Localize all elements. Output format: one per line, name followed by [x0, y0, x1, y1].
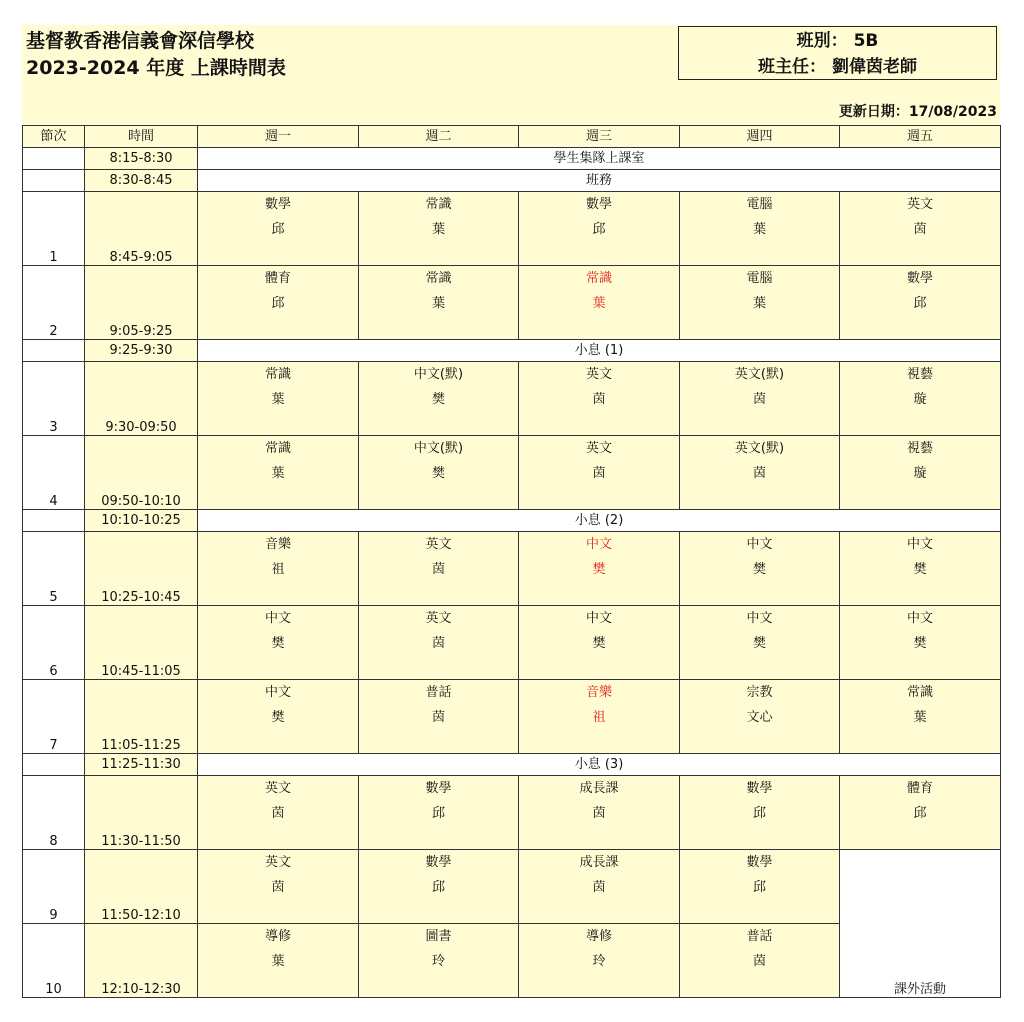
lesson-cell-fri — [840, 436, 1001, 510]
band-period-empty — [23, 170, 85, 192]
subject-name: 視藝 — [906, 367, 933, 382]
subject-name: 普話 — [746, 929, 773, 944]
timetable-title: 2023-2024 年度 上課時間表 — [26, 57, 286, 79]
period-row — [23, 266, 1001, 340]
teacher-line — [679, 56, 996, 78]
band-time: 11:25-11:30 — [85, 754, 198, 776]
col-header-mon: 週一 — [198, 126, 359, 148]
teacher-name: 邱 — [913, 296, 927, 311]
lesson-cell-wed — [519, 606, 680, 680]
subject-name: 英文(默) — [734, 441, 785, 456]
period-number: 8 — [23, 776, 85, 850]
lesson-cell-tue — [359, 680, 519, 754]
subject-name: 體育 — [264, 271, 291, 286]
period-row — [23, 680, 1001, 754]
subject-name: 中文 — [906, 537, 933, 552]
lesson-cell-fri — [840, 192, 1001, 266]
band-time: 10:10-10:25 — [85, 510, 198, 532]
band-period-empty — [23, 510, 85, 532]
subject-name: 中文(默) — [413, 441, 464, 456]
period-row — [23, 192, 1001, 266]
subject-name: 電腦 — [746, 271, 773, 286]
subject-name: 中文 — [746, 537, 773, 552]
teacher-name: 茵 — [752, 392, 766, 407]
teacher-name: 茵 — [592, 466, 606, 481]
lesson-cell-mon — [198, 532, 359, 606]
period-number: 3 — [23, 362, 85, 436]
band-label: 學生集隊上課室 — [198, 148, 1001, 170]
band-period-empty — [23, 148, 85, 170]
lesson-cell-tue — [359, 776, 519, 850]
subject-name: 英文 — [585, 367, 612, 382]
teacher-name: 茵 — [431, 562, 445, 577]
after-school-activity-cell: 課外活動 — [840, 850, 1001, 998]
class-info-box — [678, 26, 997, 80]
period-row — [23, 362, 1001, 436]
teacher-name: 葉 — [271, 466, 285, 481]
lesson-cell-wed — [519, 776, 680, 850]
teacher-name: 邱 — [271, 296, 285, 311]
subject-name: 英文 — [425, 611, 452, 626]
period-row — [23, 436, 1001, 510]
teacher-name: 茵 — [431, 636, 445, 651]
school-name: 基督教香港信義會深信學校 — [26, 30, 255, 52]
subject-name: 導修 — [264, 929, 291, 944]
subject-name: 英文 — [264, 781, 291, 796]
period-time: 11:30-11:50 — [85, 776, 198, 850]
period-time: 10:45-11:05 — [85, 606, 198, 680]
lesson-cell-wed — [519, 192, 680, 266]
band-time: 8:15-8:30 — [85, 148, 198, 170]
col-header-thu: 週四 — [680, 126, 840, 148]
subject-name: 宗教 — [746, 685, 773, 700]
teacher-name: 茵 — [752, 954, 766, 969]
period-time: 11:50-12:10 — [85, 850, 198, 924]
subject-name: 中文 — [746, 611, 773, 626]
lesson-cell-fri — [840, 266, 1001, 340]
timetable — [22, 125, 1001, 998]
teacher-name: 葉 — [431, 296, 445, 311]
teacher-name: 葉 — [431, 222, 445, 237]
teacher-name: 玲 — [431, 954, 445, 969]
subject-name: 中文 — [264, 685, 291, 700]
lesson-cell-tue — [359, 436, 519, 510]
lesson-cell-thu — [680, 532, 840, 606]
subject-name: 電腦 — [746, 197, 773, 212]
teacher-name: 樊 — [431, 392, 445, 407]
lesson-cell-thu — [680, 436, 840, 510]
period-row — [23, 606, 1001, 680]
teacher-name: 樊 — [913, 562, 927, 577]
band-period-empty — [23, 754, 85, 776]
lesson-cell-wed — [519, 532, 680, 606]
lesson-cell-mon — [198, 850, 359, 924]
subject-name: 常識 — [585, 271, 612, 286]
period-time: 8:45-9:05 — [85, 192, 198, 266]
lesson-cell-thu — [680, 776, 840, 850]
period-number: 9 — [23, 850, 85, 924]
lesson-cell-thu — [680, 850, 840, 924]
class-value: 5B — [853, 31, 879, 51]
subject-name: 導修 — [585, 929, 612, 944]
subject-name: 英文 — [906, 197, 933, 212]
band-label: 小息 (1) — [198, 340, 1001, 362]
lesson-cell-mon — [198, 192, 359, 266]
lesson-cell-thu — [680, 924, 840, 998]
subject-name: 常識 — [425, 197, 452, 212]
lesson-cell-fri — [840, 362, 1001, 436]
period-number: 10 — [23, 924, 85, 998]
period-time: 11:05-11:25 — [85, 680, 198, 754]
teacher-name: 茵 — [592, 806, 606, 821]
col-header-time: 時間 — [85, 126, 198, 148]
subject-name: 音樂 — [585, 685, 612, 700]
period-number: 7 — [23, 680, 85, 754]
lesson-cell-thu — [680, 266, 840, 340]
teacher-name: 邱 — [271, 222, 285, 237]
teacher-name: 樊 — [752, 636, 766, 651]
teacher-name: 樊 — [592, 636, 606, 651]
lesson-cell-tue — [359, 266, 519, 340]
subject-name: 中文 — [585, 611, 612, 626]
teacher-name: 邱 — [431, 806, 445, 821]
subject-name: 常識 — [906, 685, 933, 700]
teacher-name: 茵 — [913, 222, 927, 237]
subject-name: 英文(默) — [734, 367, 785, 382]
teacher-name: 祖 — [271, 562, 285, 577]
period-row — [23, 776, 1001, 850]
band-row-recess2 — [23, 510, 1001, 532]
teacher-name: 樊 — [592, 562, 606, 577]
class-line — [679, 30, 996, 52]
subject-name: 數學 — [585, 197, 612, 212]
teacher-name: 邱 — [752, 806, 766, 821]
teacher-label: 班主任： — [758, 57, 827, 77]
timetable-body — [23, 148, 1001, 998]
band-label: 班務 — [198, 170, 1001, 192]
band-time: 9:25-9:30 — [85, 340, 198, 362]
teacher-name: 樊 — [913, 636, 927, 651]
subject-name: 常識 — [264, 441, 291, 456]
lesson-cell-mon — [198, 436, 359, 510]
subject-name: 數學 — [746, 855, 773, 870]
lesson-cell-tue — [359, 850, 519, 924]
lesson-cell-wed — [519, 850, 680, 924]
subject-name: 成長課 — [579, 781, 619, 796]
lesson-cell-fri — [840, 776, 1001, 850]
teacher-name: 玲 — [592, 954, 606, 969]
period-number: 2 — [23, 266, 85, 340]
header-row — [23, 126, 1001, 148]
teacher-name: 樊 — [752, 562, 766, 577]
teacher-name: 葉 — [271, 954, 285, 969]
subject-name: 圖書 — [425, 929, 452, 944]
lesson-cell-wed — [519, 924, 680, 998]
teacher-name: 葉 — [592, 296, 606, 311]
lesson-cell-fri — [840, 606, 1001, 680]
band-row-recess1 — [23, 340, 1001, 362]
lesson-cell-mon — [198, 266, 359, 340]
period-time: 9:05-9:25 — [85, 266, 198, 340]
lesson-cell-thu — [680, 680, 840, 754]
lesson-cell-tue — [359, 192, 519, 266]
period-number: 1 — [23, 192, 85, 266]
subject-name: 數學 — [425, 781, 452, 796]
teacher-value: 劉偉茵老師 — [831, 57, 917, 77]
lesson-cell-fri — [840, 680, 1001, 754]
band-label: 小息 (3) — [198, 754, 1001, 776]
subject-name: 成長課 — [579, 855, 619, 870]
lesson-cell-mon — [198, 924, 359, 998]
band-row-recess3 — [23, 754, 1001, 776]
col-header-tue: 週二 — [359, 126, 519, 148]
lesson-cell-tue — [359, 924, 519, 998]
teacher-name: 茵 — [271, 880, 285, 895]
subject-name: 數學 — [425, 855, 452, 870]
subject-name: 數學 — [746, 781, 773, 796]
lesson-cell-tue — [359, 362, 519, 436]
period-time: 09:50-10:10 — [85, 436, 198, 510]
update-value: 17/08/2023 — [908, 104, 997, 120]
teacher-name: 葉 — [752, 296, 766, 311]
col-header-period: 節次 — [23, 126, 85, 148]
period-row — [23, 532, 1001, 606]
teacher-name: 邱 — [431, 880, 445, 895]
teacher-name: 葉 — [913, 710, 927, 725]
lesson-cell-wed — [519, 436, 680, 510]
subject-name: 常識 — [264, 367, 291, 382]
teacher-name: 茵 — [592, 392, 606, 407]
col-header-fri: 週五 — [840, 126, 1001, 148]
update-label: 更新日期： — [838, 104, 909, 120]
period-time: 10:25-10:45 — [85, 532, 198, 606]
subject-name: 中文(默) — [413, 367, 464, 382]
teacher-name: 璇 — [913, 466, 927, 481]
teacher-name: 茵 — [752, 466, 766, 481]
band-row-assembly — [23, 148, 1001, 170]
subject-name: 普話 — [425, 685, 452, 700]
teacher-name: 樊 — [271, 636, 285, 651]
subject-name: 英文 — [585, 441, 612, 456]
teacher-name: 茵 — [271, 806, 285, 821]
lesson-cell-thu — [680, 192, 840, 266]
period-row — [23, 850, 1001, 924]
subject-name: 數學 — [906, 271, 933, 286]
band-period-empty — [23, 340, 85, 362]
lesson-cell-wed — [519, 266, 680, 340]
band-time: 8:30-8:45 — [85, 170, 198, 192]
period-time: 12:10-12:30 — [85, 924, 198, 998]
period-time: 9:30-09:50 — [85, 362, 198, 436]
lesson-cell-wed — [519, 680, 680, 754]
period-number: 6 — [23, 606, 85, 680]
subject-name: 數學 — [264, 197, 291, 212]
lesson-cell-tue — [359, 532, 519, 606]
col-header-wed: 週三 — [519, 126, 680, 148]
lesson-cell-thu — [680, 606, 840, 680]
lesson-cell-mon — [198, 680, 359, 754]
lesson-cell-mon — [198, 362, 359, 436]
period-number: 5 — [23, 532, 85, 606]
subject-name: 英文 — [264, 855, 291, 870]
teacher-name: 葉 — [271, 392, 285, 407]
teacher-name: 邱 — [592, 222, 606, 237]
period-number: 4 — [23, 436, 85, 510]
lesson-cell-fri — [840, 532, 1001, 606]
subject-name: 中文 — [264, 611, 291, 626]
band-label: 小息 (2) — [198, 510, 1001, 532]
lesson-cell-tue — [359, 606, 519, 680]
update-date — [839, 103, 997, 121]
teacher-name: 文心 — [746, 710, 773, 725]
lesson-cell-mon — [198, 776, 359, 850]
band-row-class-affairs — [23, 170, 1001, 192]
subject-name: 中文 — [585, 537, 612, 552]
subject-name: 視藝 — [906, 441, 933, 456]
teacher-name: 葉 — [752, 222, 766, 237]
subject-name: 體育 — [906, 781, 933, 796]
teacher-name: 邱 — [913, 806, 927, 821]
teacher-name: 邱 — [752, 880, 766, 895]
subject-name: 常識 — [425, 271, 452, 286]
class-label: 班別： — [796, 31, 848, 51]
teacher-name: 茵 — [592, 880, 606, 895]
subject-name: 英文 — [425, 537, 452, 552]
lesson-cell-thu — [680, 362, 840, 436]
lesson-cell-wed — [519, 362, 680, 436]
teacher-name: 璇 — [913, 392, 927, 407]
teacher-name: 茵 — [431, 710, 445, 725]
subject-name: 音樂 — [264, 537, 291, 552]
teacher-name: 樊 — [431, 466, 445, 481]
teacher-name: 樊 — [271, 710, 285, 725]
lesson-cell-mon — [198, 606, 359, 680]
subject-name: 中文 — [906, 611, 933, 626]
teacher-name: 祖 — [592, 710, 606, 725]
